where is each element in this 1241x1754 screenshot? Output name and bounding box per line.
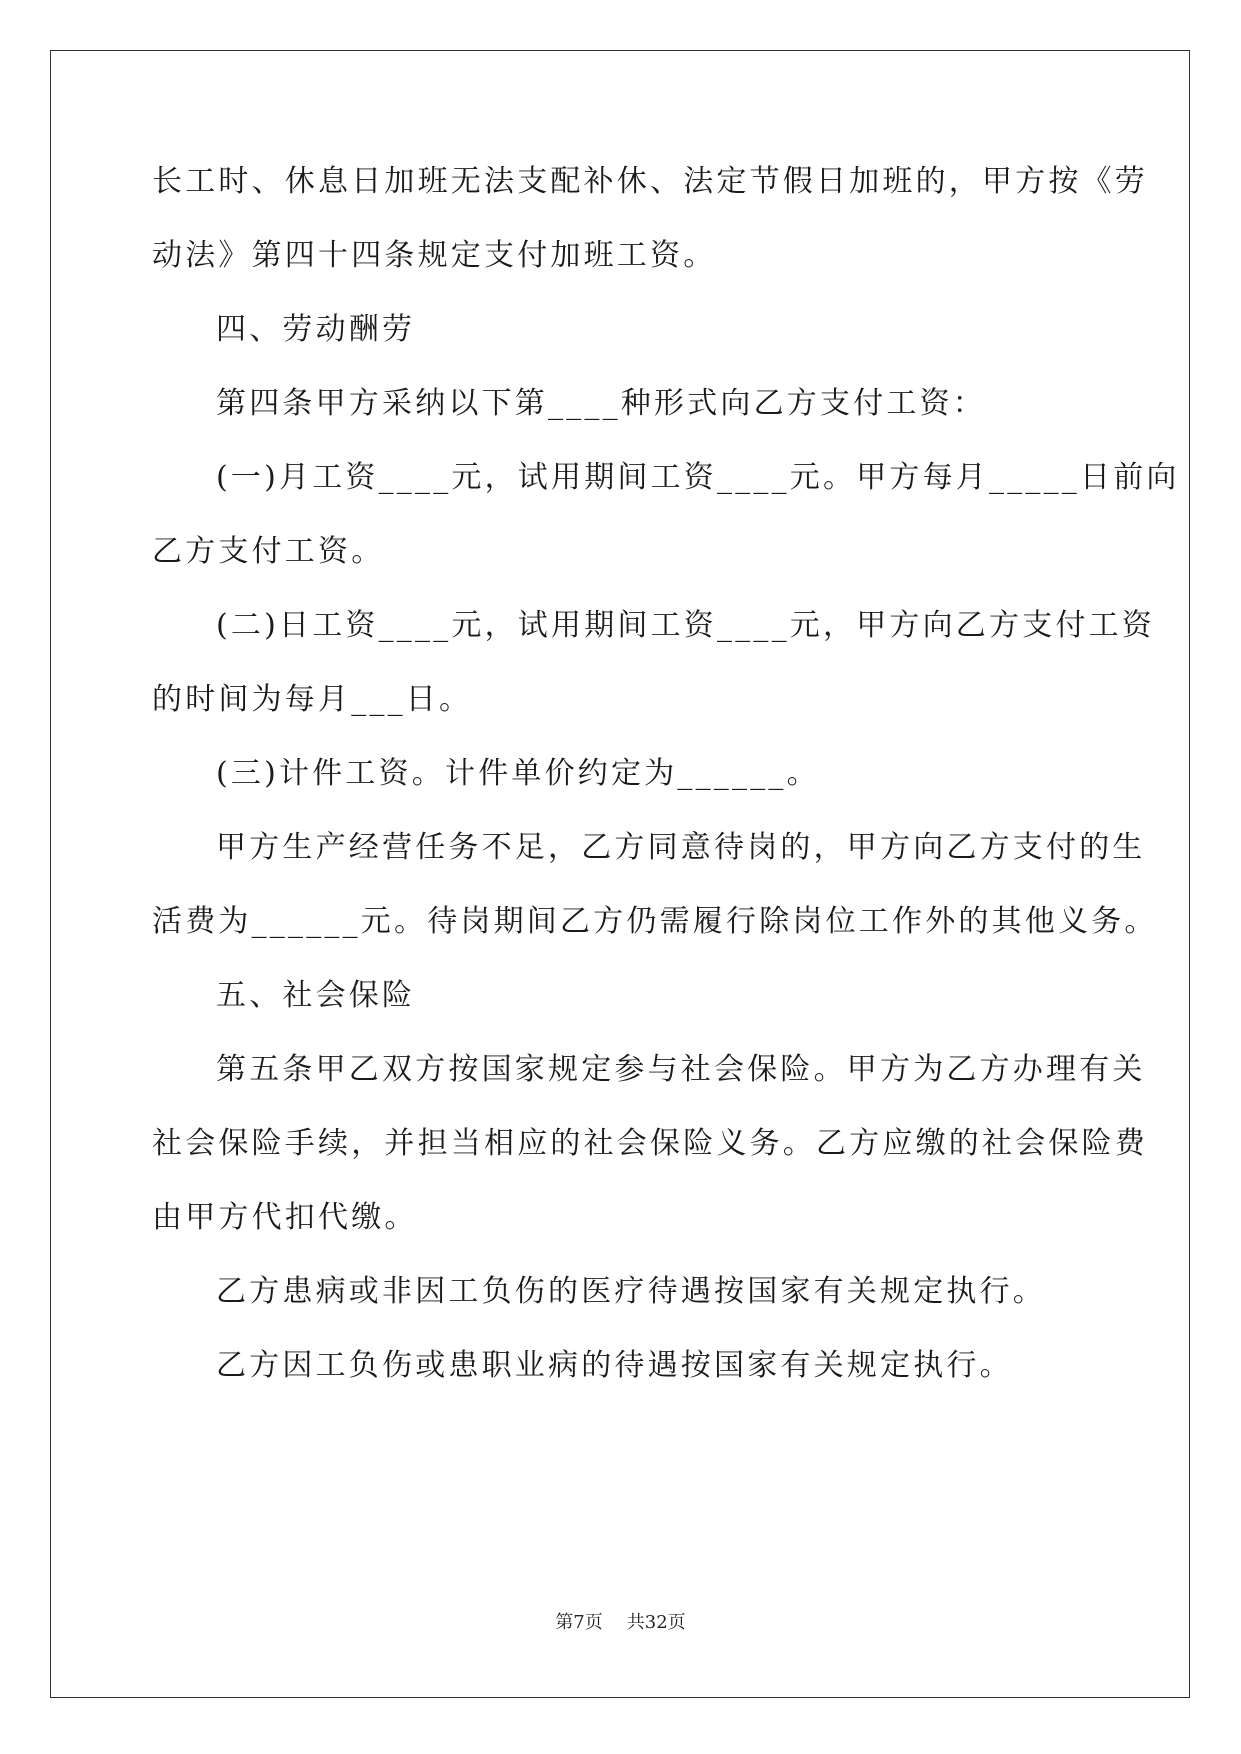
text-line: 的时间为每月___日。 [152, 682, 473, 717]
text-line: 乙方患病或非因工负伤的医疗待遇按国家有关规定执行。 [216, 1274, 1046, 1309]
page-footer [0, 1611, 1241, 1635]
text-line: 动法》第四十四条规定支付加班工资。 [152, 238, 717, 273]
text-line: 乙方因工负伤或患职业病的待遇按国家有关规定执行。 [216, 1348, 1013, 1383]
text-line: (二)日工资____元，试用期间工资____元，甲方向乙方支付工资 [216, 608, 1156, 643]
text-line: 活费为______元。待岗期间乙方仍需履行除岗位工作外的其他义务。 [152, 904, 1158, 939]
text-line: 甲方生产经营任务不足，乙方同意待岗的，甲方向乙方支付的生 [216, 830, 1146, 865]
section-heading: 四、劳动酬劳 [216, 312, 416, 347]
section-heading: 五、社会保险 [216, 978, 416, 1013]
text-line: (一)月工资____元，试用期间工资____元。甲方每月_____日前向 [216, 460, 1180, 495]
page-number-total: 共32页 [626, 1612, 686, 1633]
text-line: 长工时、休息日加班无法支配补休、法定节假日加班的，甲方按《劳 [152, 164, 1148, 199]
text-line: 乙方支付工资。 [152, 534, 385, 569]
page-border [50, 50, 1190, 1698]
text-line: 第五条甲乙双方按国家规定参与社会保险。甲方为乙方办理有关 [216, 1052, 1146, 1087]
text-line: (三)计件工资。计件单价约定为______。 [216, 756, 820, 791]
text-line: 第四条甲方采纳以下第____种形式向乙方支付工资： [216, 386, 986, 421]
page-number-current: 第7页 [555, 1612, 603, 1633]
text-line: 由甲方代扣代缴。 [152, 1200, 418, 1235]
text-line: 社会保险手续，并担当相应的社会保险义务。乙方应缴的社会保险费 [152, 1126, 1148, 1161]
